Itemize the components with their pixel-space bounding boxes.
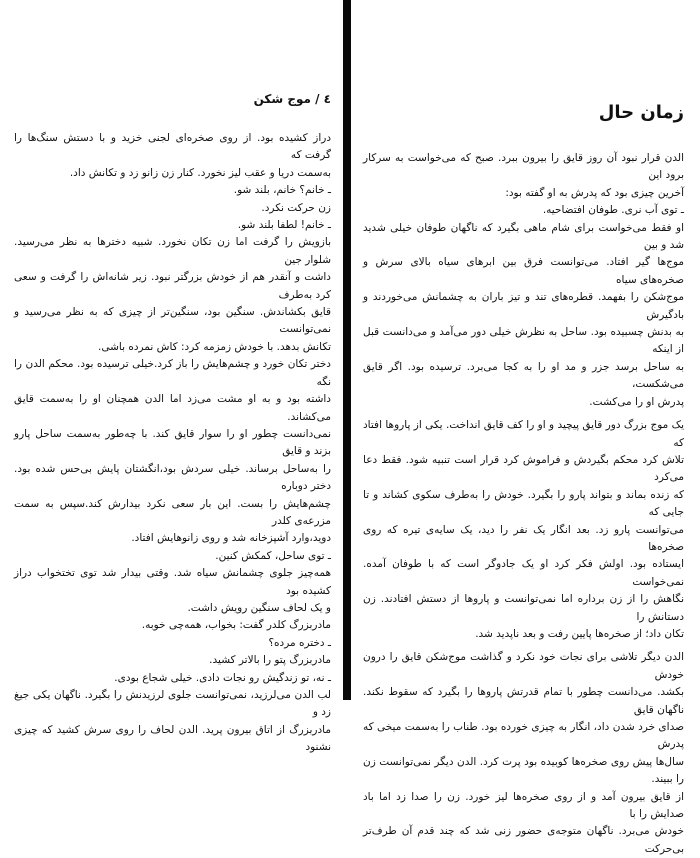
chapter-title: زمان حال	[598, 102, 684, 123]
paragraph: الدن دیگر تلاشی برای نجات خود نکرد و گذاشت موج‌شکن قایق را درون خودش بکشد. می‌دانست چطور با تمام قدرتش پاروها را بگیرد که سقوط نکند. ناگهان قایق صدای خرد شدن داد، انگار به چیزی خورده بود. طناب را به‌سمت میخی که پدرش سال‌ها پیش روی صخره‌ها کوبیده بود پرت کرد. الدن دیگر نمی‌توانست زن را ببیند. از قایق بیرون آمد و از روی صخره‌ها لیز خورد. زن را صدا زد اما باد صدایش را با خودش می‌برد. ناگهان متوجه‌ی حضور زنی شد که چند قدم آن طرف‌تر بی‌حرکت	[363, 651, 684, 855]
paragraph: ـ نه، تو زندگیش رو نجات دادی. خیلی شجاع بودی.	[114, 671, 331, 684]
paragraph: مادربزرگ پتو را بالاتر کشید.	[209, 654, 331, 667]
paragraph: او فقط می‌خواست برای شام ماهی بگیرد که ناگهان طوفان خیلی شدید شد و بین موج‌ها گیر افتاد. می‌توانست فرق بین ابرهای سیاه بالای سرش و صخره‌های سیاه موج‌شکن را بفهمد. قطره‌های تند و تیز باران به چشمانش می‌خوردند و بادگیرش به بدنش چسبیده بود. ساحل به نظرش خیلی دور می‌آمد و می‌دانست قبل از اینکه به ساحل برسد جزر و مد او را به کجا می‌برد. ترسیده بود. اگر قایق می‌شکست، پدرش او را می‌کشت.	[363, 221, 684, 408]
book-gutter	[343, 0, 351, 700]
paragraph: یک موج بزرگ دور قایق پیچید و او را کف قایق انداخت. یکی از پاروها افتاد که تلاش کرد محکم بگیردش و فراموش کرد قرار است تنبیه شود. فقط دعا می‌کرد که زنده بماند و بتواند پارو را بگیرد. خودش را به‌طرف سکوی کشاند و تا جایی که می‌توانست پارو زد. بعد انگار یک نفر را دید، یک سایه‌ی تیره که روی صخره‌ها ایستاده بود. اولش فکر کرد او یک جادوگر است که با طوفان آمده. نمی‌خواست نگاهش را از زن برداره اما نمی‌توانست و پاروها از دستش افتادند. زن دستانش را تکان داد؛ از صخره‌ها پایین رفت و بعد ناپدید شد.	[363, 419, 684, 640]
right-page	[351, 0, 700, 855]
left-body-text	[14, 130, 331, 757]
paragraph: همه‌چیز جلوی چشمانش سیاه شد. وقتی بیدار شد توی تختخواب دراز کشیده بود و یک لحاف سنگین رویش داشت.	[14, 567, 331, 614]
paragraph: لب الدن می‌لرزید، نمی‌توانست جلوی لرزیدنش را بگیرد. ناگهان یکی جیغ زد و مادربزرگ از اتاق بیرون پرید. الدن لحاف را روی سرش کشید که چیزی نشنود	[14, 689, 331, 754]
paragraph: بازویش را گرفت اما زن تکان نخورد. شبیه دخترها به نظر می‌رسید. شلوار جین داشت و آنقدر هم از خودش بزرگتر نبود. زیر شانه‌اش را گرفت و سعی کرد به‌طرف قایق بکشاندش. سنگین بود، سنگین‌تر از چیزی که به نظر می‌رسید و نمی‌توانست تکانش بدهد. با خودش زمزمه کرد: کاش نمرده باشی.	[14, 236, 331, 353]
paragraph: دختر تکان خورد و چشم‌هایش را باز کرد.خیلی ترسیده بود. محکم الدن را نگه داشته بود و به او مشت می‌زد اما الدن همچنان او را به‌سمت قایق می‌کشاند. نمی‌دانست چطور او را سوار قایق کند. با چه‌طور به‌سمت ساحل پارو بزند و قایق را به‌ساحل برساند. خیلی سردش بود،انگشتان پایش بی‌حس شده بود. دختر دوباره چشم‌هایش را بست. این بار سعی نکرد بیدارش کند.سپس به سمت مزرعه‌ی کلدر دوید،وارد آشپزخانه شد و روی زانوهایش افتاد.	[14, 358, 331, 545]
paragraph: ـ توی ساحل، کمکش کنین.	[215, 549, 331, 562]
paragraph: ـ دختره مرده؟	[268, 636, 331, 649]
right-body-text	[363, 150, 684, 858]
paragraph: زن حرکت نکرد.	[261, 201, 331, 214]
left-page	[0, 0, 343, 754]
running-header: ٤ / موج شکن	[253, 92, 331, 106]
paragraph: دراز کشیده بود. از روی صخره‌ای لجنی خزید و با دستش سنگ‌ها را گرفت که به‌سمت دریا و عقب لیز نخورد. کنار زن زانو زد و تکانش داد.	[14, 132, 331, 179]
paragraph: ـ توی آب نری. طوفان افتضاحیه.	[542, 204, 684, 217]
paragraph: ـ خانم! لطفا بلند شو.	[237, 219, 331, 232]
paragraph: ـ خانم؟ خانم، بلند شو.	[233, 184, 331, 197]
paragraph: مادربزرگ کلدر گفت: بخواب، همه‌چی خوبه.	[141, 619, 331, 632]
paragraph: الدن قرار نبود آن روز قایق را بیرون ببرد. صبح که می‌خواست به سرکار برود این آخرین چیزی بود که پدرش به او گفته بود:	[363, 152, 684, 199]
